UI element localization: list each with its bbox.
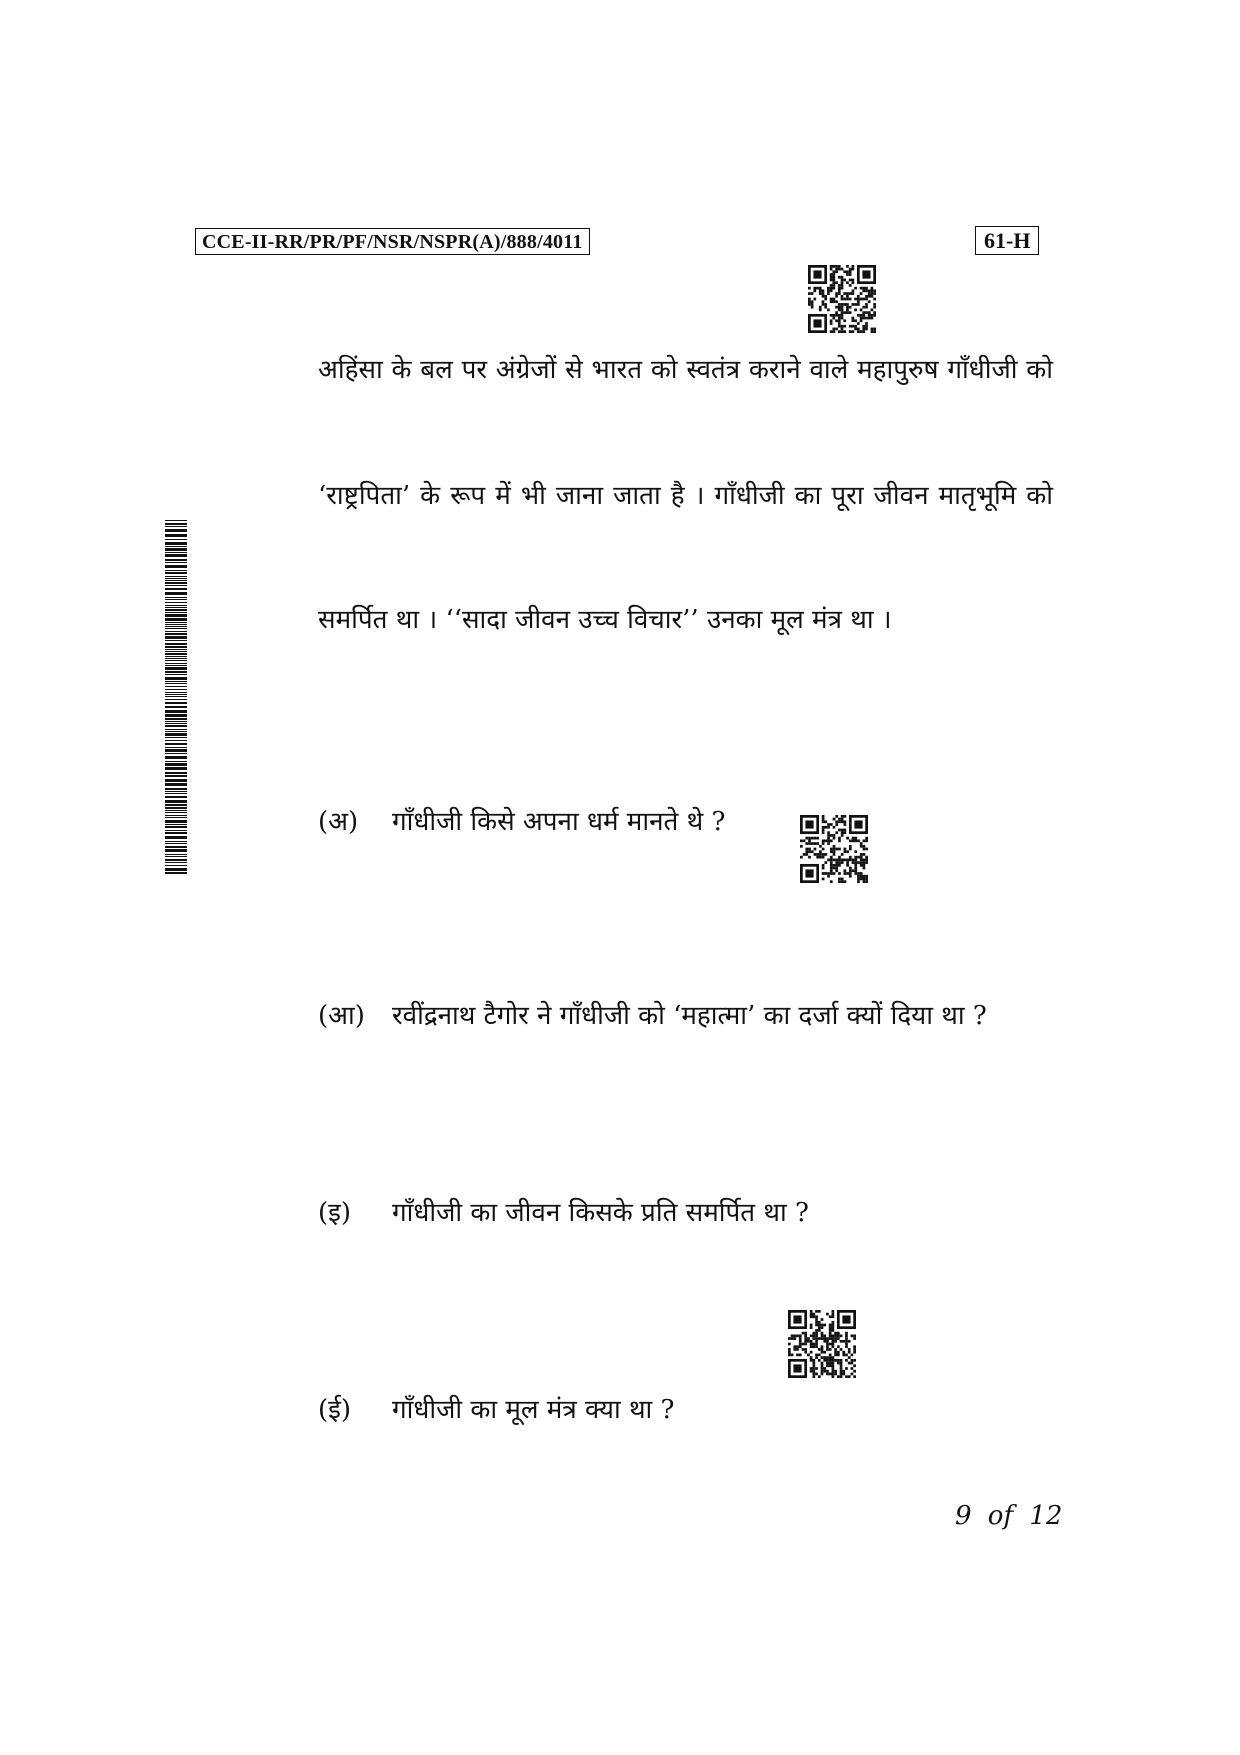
exam-code: CCE-II-RR/PR/PF/NSR/NSPR(A)/888/4011 — [195, 228, 590, 255]
question-label-aa: (आ) — [318, 1001, 365, 1031]
passage-line-1: अहिंसा के बल पर अंग्रेजों से भारत को स्वतंत्र कराने वाले महापुरुष गाँधीजी को — [318, 355, 1053, 385]
barcode-icon — [165, 520, 187, 875]
question-text-ii: गाँधीजी का मूल मंत्र क्या था ? — [392, 1395, 675, 1425]
passage-line-2: ‘राष्ट्रपिता’ के रूप में भी जाना जाता है । गाँधीजी का पूरा जीवन मातृभूमि को — [318, 481, 1053, 511]
question-label-i: (इ) — [318, 1198, 352, 1228]
question-text-i: गाँधीजी का जीवन किसके प्रति समर्पित था ? — [392, 1198, 809, 1228]
question-text-a: गाँधीजी किसे अपना धर्म मानते थे ? — [392, 807, 726, 837]
qr-code-icon — [808, 265, 876, 333]
question-text-aa: रवींद्रनाथ टैगोर ने गाँधीजी को ‘महात्मा’ का दर्जा क्यों दिया था ? — [392, 1001, 987, 1031]
qr-code-icon — [800, 815, 868, 883]
page-number: 9 of 12 — [955, 1501, 1063, 1531]
qr-code-icon — [788, 1310, 856, 1378]
passage-line-3: समर्पित था । ‘‘सादा जीवन उच्च विचार’’ उनका मूल मंत्र था । — [318, 605, 892, 635]
question-label-ii: (ई) — [318, 1395, 352, 1425]
question-label-a: (अ) — [318, 807, 359, 837]
paper-code: 61-H — [975, 226, 1039, 255]
